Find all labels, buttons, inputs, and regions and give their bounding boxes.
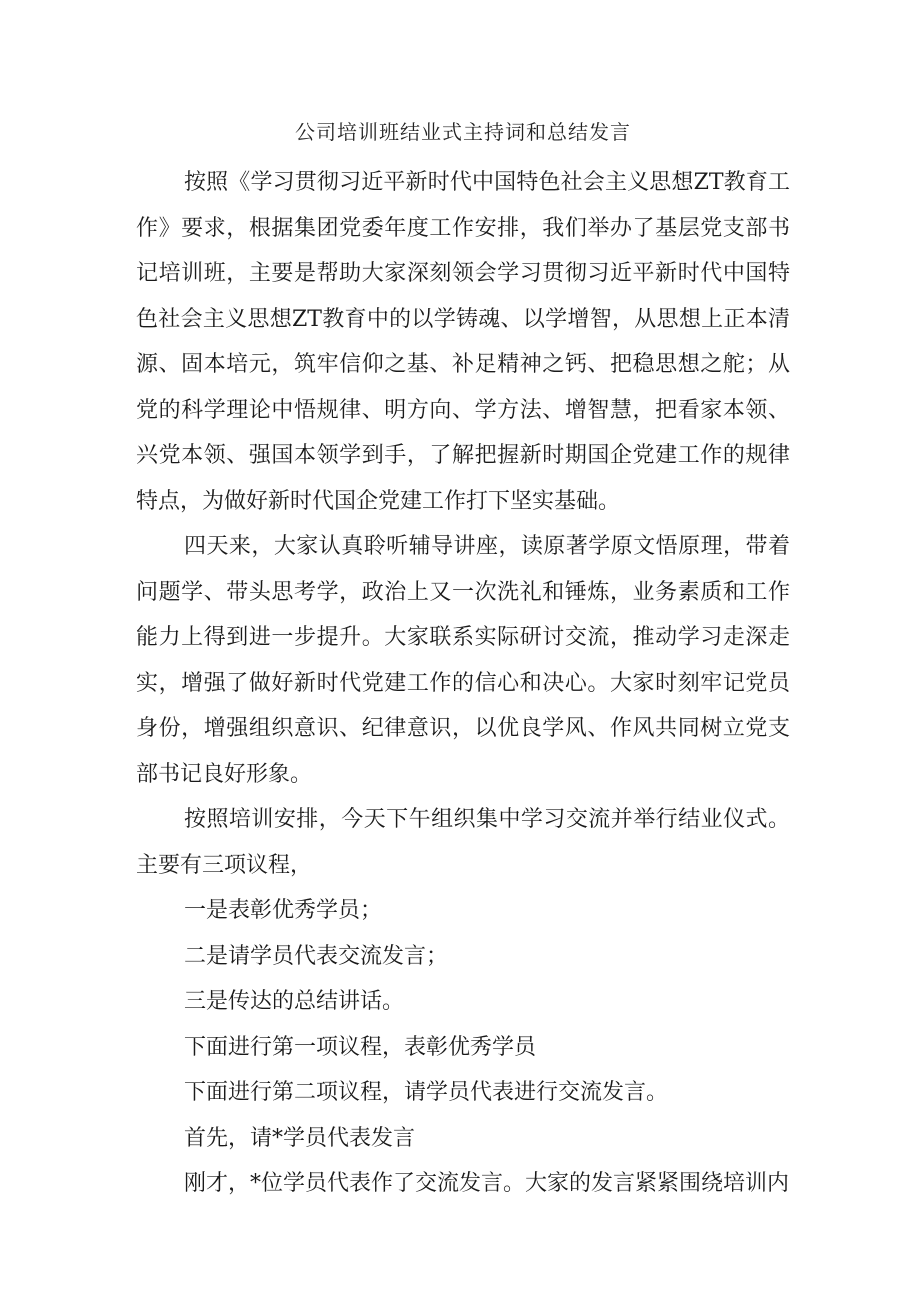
agenda-item-3: 三是传达的总结讲话。 [184, 989, 405, 1014]
paragraph-intro: 按照《学习贯彻习近平新时代中国特色社会主义思想ZT教育工作》要求，根据集团党委年度工作安排，我们举办了基层党支部书记培训班，主要是帮助大家深刻领会学习贯彻习近平新时代中国特色社会主义思想ZT教育中的以学铸魂、以学增智，从思想上正本清源、固本培元，筑牢信仰之基、补足精神之钙、把稳思想之舵；从党的科学理论中悟规律、明方向、学方法、增智慧，把看家本领、兴党本领、强国本领学到手，了解把握新时期国企党建工作的规律特点，为做好新时代国企党建工作打下坚实基础。 [136, 170, 790, 514]
agenda-item-2: 二是请学员代表交流发言； [184, 943, 449, 969]
agenda-step-1: 下面进行第一项议程，表彰优秀学员 [184, 1034, 537, 1060]
paragraph-four-days: 四天来，大家认真聆听辅导讲座，读原著学原文悟原理，带着问题学、带头思考学，政治上又一次洗礼和锤炼，业务素质和工作能力上得到进一步提升。大家联系实际研讨交流，推动学习走深走实，增强了做好新时代党建工作的信心和决心。大家时刻牢记党员身份，增强组织意识、纪律意识，以优良学风、作风共同树立党支部书记良好形象。 [136, 534, 790, 787]
agenda-step-2: 下面进行第二项议程，请学员代表进行交流发言。 [184, 1080, 669, 1105]
document-page [136, 118, 790, 1207]
speaker-intro: 首先，请*学员代表发言 [184, 1125, 416, 1151]
document-title: 公司培训班结业式主持词和总结发言 [295, 120, 631, 144]
agenda-item-1: 一是表彰优秀学员； [184, 898, 383, 923]
paragraph-agenda: 按照培训安排，今天下午组织集中学习交流并举行结业仪式。主要有三项议程， [136, 807, 790, 878]
closing-line: 刚才，*位学员代表作了交流发言。大家的发言紧紧围绕培训内 [184, 1171, 790, 1196]
